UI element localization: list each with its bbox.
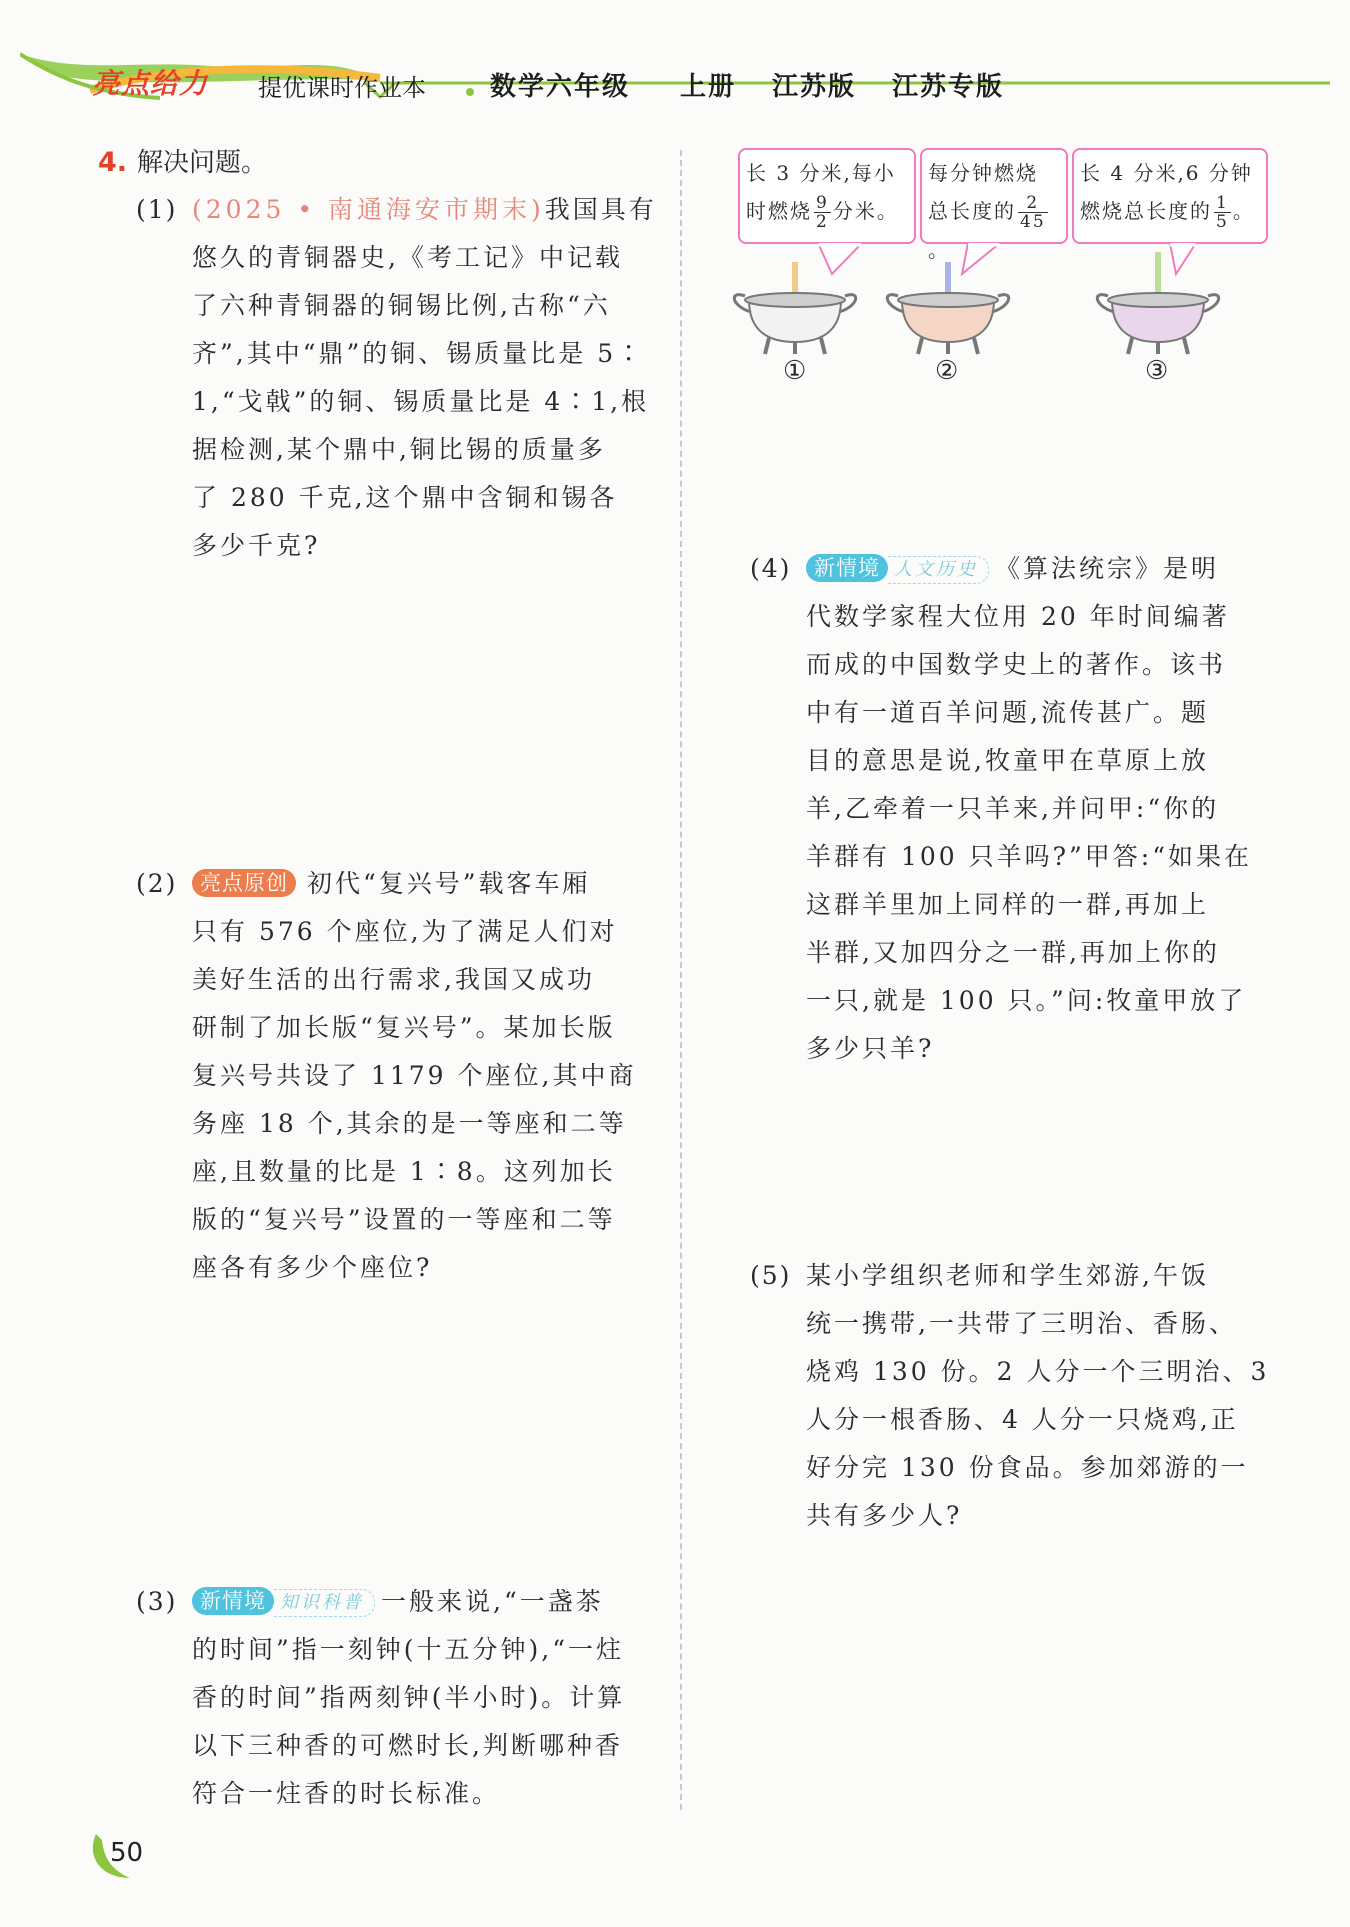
- topic-subtag: 人文历史: [888, 556, 989, 584]
- problem-index: (5): [750, 1261, 792, 1290]
- problem-line: 据检测,某个鼎中,铜比锡的质量多: [192, 435, 606, 464]
- problem-line: 目的意思是说,牧童甲在草原上放: [806, 746, 1209, 775]
- incense-burner-3: [1097, 252, 1218, 354]
- problem-line: 一只,就是 100 只。”问:牧童甲放了: [806, 986, 1247, 1015]
- problem-line: 代数学家程大位用 20 年时间编著: [806, 602, 1230, 631]
- problem-line: 这群羊里加上同样的一群,再加上: [806, 890, 1209, 919]
- crumb-grade: 数学六年级: [490, 72, 631, 102]
- source-citation: (2025 • 南通海安市期末): [192, 195, 545, 224]
- bubble-line: 时燃烧: [746, 199, 812, 223]
- problem-line: 务座 18 个,其余的是一等座和二等: [192, 1109, 627, 1138]
- problem-line: 美好生活的出行需求,我国又成功: [192, 965, 595, 994]
- new-context-tag: 新情境: [192, 1587, 274, 1615]
- bubble-line: 总长度的: [928, 199, 1016, 223]
- problem-line: 符合一炷香的时长标准。: [192, 1779, 501, 1808]
- crumb-volume: 上册: [680, 72, 737, 102]
- problem-line: 复兴号共设了 1179 个座位,其中商: [192, 1061, 637, 1090]
- problem-line: 齐”,其中“鼎”的铜、锡质量比是 5∶: [192, 339, 645, 368]
- question-title: 解决问题。: [137, 148, 268, 178]
- problem-line: 悠久的青铜器史,《考工记》中记载: [192, 243, 623, 272]
- problem-line: 了 280 千克,这个鼎中含铜和锡各: [192, 483, 618, 512]
- problem-line: 版的“复兴号”设置的一等座和二等: [192, 1205, 616, 1234]
- fraction-denominator: 45: [1020, 212, 1046, 232]
- problem-line: 以下三种香的可燃时长,判断哪种香: [192, 1731, 623, 1760]
- bubble-line: 分米。: [832, 199, 899, 223]
- bubble-line: 每分钟燃烧: [928, 161, 1038, 185]
- problem-line: 《算法统宗》是明: [995, 554, 1220, 583]
- problem-2: [136, 860, 662, 1292]
- problem-line: 初代“复兴号”载客车厢: [306, 869, 591, 898]
- bubble-line: 。: [928, 238, 950, 262]
- incense-burner-1: [734, 262, 855, 354]
- problem-5: [750, 1252, 1276, 1540]
- problem-index: (3): [136, 1587, 178, 1616]
- bubble-line: 长 4 分米,6 分钟: [1080, 161, 1253, 185]
- crumb-edition: 江苏版: [772, 72, 857, 102]
- incense-burner-2: [887, 262, 1008, 354]
- problem-3: [136, 1578, 662, 1818]
- problem-line: 研制了加长版“复兴号”。某加长版: [192, 1013, 616, 1042]
- bubble-line: 。: [1232, 199, 1255, 223]
- problem-line: 座,且数量的比是 1∶8。这列加长: [192, 1157, 616, 1186]
- problem-line: 1,“戈戟”的铜、锡质量比是 4∶1,根: [192, 387, 650, 416]
- new-context-tag: 新情境: [806, 554, 888, 582]
- burner-label-1: ①: [783, 356, 807, 386]
- burner-rim: [1108, 293, 1208, 307]
- problem-line: 中有一道百羊问题,流传甚广。题: [806, 698, 1209, 727]
- problem-line: 好分完 130 份食品。参加郊游的一: [806, 1453, 1249, 1482]
- problem-line: 统一携带,一共带了三明治、香肠、: [806, 1309, 1237, 1338]
- bubble-line: 燃烧总长度的: [1080, 199, 1212, 223]
- fraction-numerator: 1: [1216, 193, 1229, 213]
- bubble-line: 长 3 分米,每小: [746, 161, 896, 185]
- burner-rim: [898, 293, 998, 307]
- page-number: 50: [110, 1838, 144, 1868]
- burner-label-2: ②: [935, 356, 959, 386]
- problem-line: 了六种青铜器的铜锡比例,古称“六: [192, 291, 611, 320]
- original-tag: 亮点原创: [192, 869, 296, 897]
- problem-line: 半群,又加四分之一群,再加上你的: [806, 938, 1220, 967]
- problem-line: 多少千克?: [192, 531, 321, 560]
- problem-index: (4): [750, 554, 792, 583]
- problem-line: 而成的中国数学史上的著作。该书: [806, 650, 1227, 679]
- problem-line: 座各有多少个座位?: [192, 1253, 433, 1282]
- problem-line: 羊,乙牵着一只羊来,并问甲:“你的: [806, 794, 1220, 823]
- problem-line: 多少只羊?: [806, 1034, 935, 1063]
- fraction-denominator: 2: [816, 212, 829, 232]
- problem-line: 我国具有: [544, 195, 657, 224]
- fraction-numerator: 9: [816, 193, 829, 213]
- problem-4: [750, 545, 1276, 1073]
- problem-line: 一般来说,“一盏茶: [381, 1587, 604, 1616]
- crumb-province: 江苏专版: [892, 72, 1005, 102]
- brand-logo-text: 亮点给力: [92, 67, 209, 100]
- burner-rim: [745, 293, 845, 307]
- problem-index: (1): [136, 195, 178, 224]
- problem-line: 香的时间”指两刻钟(半小时)。计算: [192, 1683, 626, 1712]
- problem-line: 羊群有 100 只羊吗?”甲答:“如果在: [806, 842, 1252, 871]
- problem-line: 只有 576 个座位,为了满足人们对: [192, 917, 618, 946]
- problem-line: 人分一根香肠、4 人分一只烧鸡,正: [806, 1405, 1239, 1434]
- series-subtitle: 提优课时作业本: [258, 74, 426, 102]
- problem-line: 共有多少人?: [806, 1501, 963, 1530]
- problem-index: (2): [136, 869, 178, 898]
- problem-line: 的时间”指一刻钟(十五分钟),“一炷: [192, 1635, 625, 1664]
- topic-subtag: 知识科普: [274, 1589, 375, 1617]
- fraction-denominator: 5: [1216, 212, 1229, 232]
- problem-line: 烧鸡 130 份。2 人分一个三明治、3: [806, 1357, 1270, 1386]
- burner-label-3: ③: [1145, 356, 1169, 386]
- question-number: 4.: [98, 147, 128, 178]
- fraction-numerator: 2: [1018, 194, 1048, 213]
- problem-line: 某小学组织老师和学生郊游,午饭: [806, 1261, 1209, 1290]
